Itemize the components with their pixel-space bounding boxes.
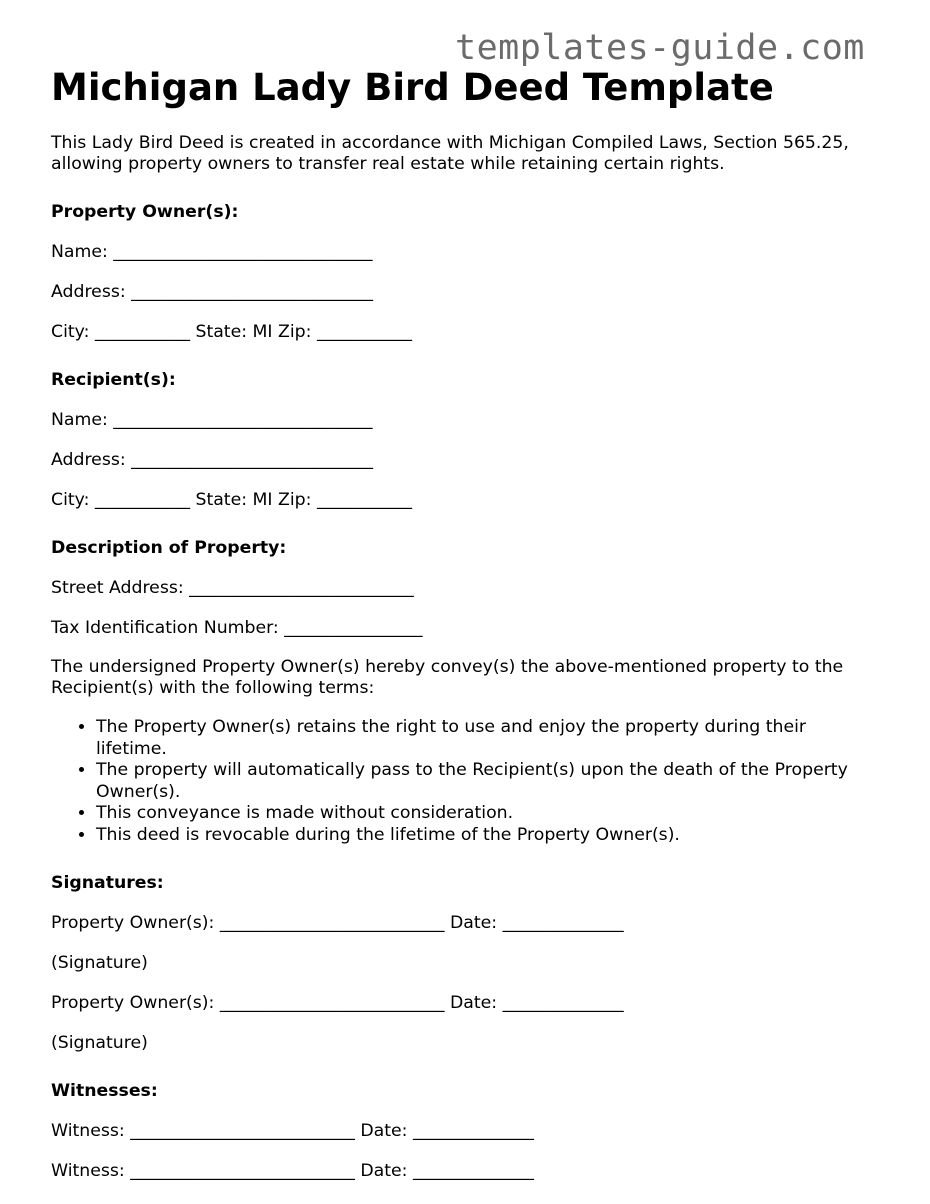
signature-label-2: (Signature) <box>51 1033 148 1053</box>
witnesses-heading: Witnesses: <box>51 1081 158 1101</box>
tax-id-field[interactable]: Tax Identification Number: ________________ <box>51 618 423 638</box>
street-address-field[interactable]: Street Address: __________________________ <box>51 578 414 598</box>
term-item: • The property will automatically pass to the Recipient(s) upon the death of the Property Owner(s). <box>96 760 881 803</box>
owner-signature-line-1[interactable]: Property Owner(s): __________________________ Date: ______________ <box>51 913 624 933</box>
owner-city-state-zip-field[interactable]: City: ___________ State: MI Zip: ___________ <box>51 322 412 342</box>
terms-list <box>51 717 881 846</box>
conveyance-paragraph: The undersigned Property Owner(s) hereby convey(s) the above-mentioned property to the Recipient(s) with the following terms: <box>51 657 844 698</box>
owner-address-field[interactable]: Address: ____________________________ <box>51 282 374 302</box>
recipient-name-field[interactable]: Name: ______________________________ <box>51 410 373 430</box>
term-item: • This conveyance is made without consideration. <box>96 803 881 825</box>
signatures-heading: Signatures: <box>51 873 164 893</box>
owner-signature-line-2[interactable]: Property Owner(s): __________________________ Date: ______________ <box>51 993 624 1013</box>
term-item: • The Property Owner(s) retains the right to use and enjoy the property during their lifetime. <box>96 717 881 760</box>
document-title: Michigan Lady Bird Deed Template <box>51 66 774 109</box>
property-heading: Description of Property: <box>51 538 287 558</box>
owner-heading: Property Owner(s): <box>51 202 239 222</box>
recipient-heading: Recipient(s): <box>51 370 176 390</box>
recipient-address-field[interactable]: Address: ____________________________ <box>51 450 374 470</box>
witness-line-2[interactable]: Witness: __________________________ Date: ______________ <box>51 1161 534 1181</box>
recipient-city-state-zip-field[interactable]: City: ___________ State: MI Zip: ___________ <box>51 490 412 510</box>
intro-paragraph: This Lady Bird Deed is created in accordance with Michigan Compiled Laws, Section 565.25, allowing property owners to transfer real estate while retaining certain rights. <box>51 133 849 174</box>
signature-label-1: (Signature) <box>51 953 148 973</box>
watermark-text: templates-guide.com <box>455 28 865 68</box>
owner-name-field[interactable]: Name: ______________________________ <box>51 242 373 262</box>
term-item: • This deed is revocable during the lifetime of the Property Owner(s). <box>96 825 881 847</box>
witness-line-1[interactable]: Witness: __________________________ Date: ______________ <box>51 1121 534 1141</box>
document-body <box>51 68 881 1182</box>
